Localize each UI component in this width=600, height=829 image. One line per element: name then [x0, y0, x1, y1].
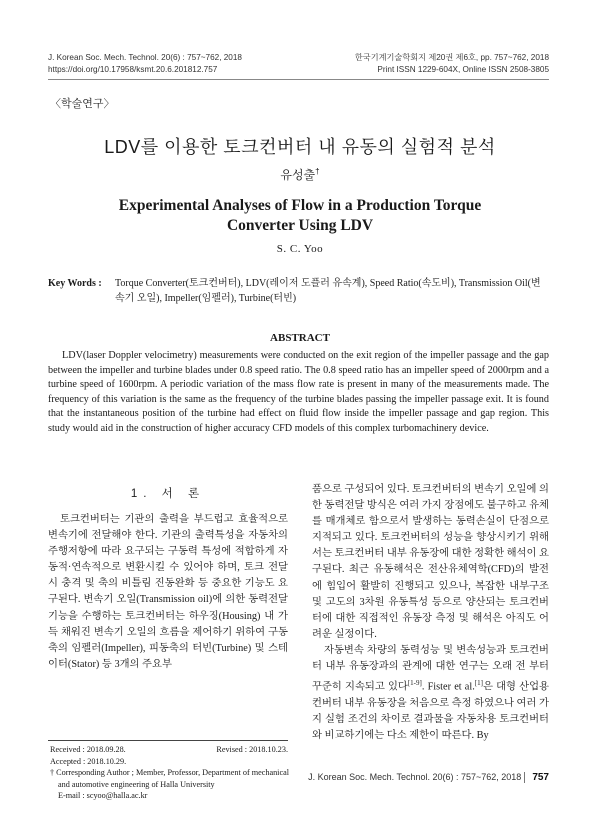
intro-p2-part-a: 자동변속 차량의 동력성능 및 변속성능과 토크컨버터 내부 유동장과의 관계에 대한 연구는 오래 전 부터 꾸준히 지속되고 있다: [312, 644, 549, 693]
author-korean-name: 유성출: [280, 168, 316, 182]
journal-citation: J. Korean Soc. Mech. Technol. 20(6) : 757~762, 2018: [48, 53, 242, 62]
accepted-date: Accepted : 2018.10.29.: [50, 756, 127, 766]
footnote-divider: [48, 740, 288, 741]
abstract-body: [48, 349, 549, 437]
intro-paragraph-1-cont: 품으로 구성되어 있다. 토크컨버터의 변속기 오일에 의한 동력전달 방식은 여러 가지 장점에도 불구하고 유체를 매개체로 함으로서 발생하는 동력손실이 단점으로 지적되고 있다. 토크컨버터의 성능을 향상시키기 위해서는 토크컨버터 내부 유동장에 대한 정확한 해석이 요구된다. 최근 유동해석은 전산유체역학(CFD)의 발전에 힘입어 활발히 진행되고 있으나, 복잡한 내부구조 및 고도의 3차원 유동특성 등으로 양산되는 토크컨버터에 대한 직접적인 유동장 측정 및 해석은 아직도 어려운 실정이다.: [312, 484, 549, 640]
intro-paragraph-2: [312, 643, 549, 744]
footer-citation: J. Korean Soc. Mech. Technol. 20(6) : 757~762, 2018: [308, 772, 522, 782]
footnote-block: [50, 744, 290, 802]
revised-date: Revised : 2018.10.23.: [216, 745, 288, 754]
intro-p2-part-b: . Fister et al.: [421, 681, 475, 693]
keywords-block: [48, 277, 549, 306]
journal-header-left: [48, 52, 242, 76]
issn-line: Print ISSN 1229-604X, Online ISSN 2508-3805: [377, 65, 549, 74]
author-english: S. C. Yoo: [276, 243, 324, 255]
footer-separator: [524, 772, 525, 783]
corresponding-author: † Corresponding Author ; Member, Professor, Department of mechanical and automotive engineering of Halla University: [50, 768, 289, 789]
section-heading: 1. 서 론: [130, 488, 206, 500]
doi-link[interactable]: https://doi.org/10.17958/ksmt.20.6.201812.757: [48, 65, 218, 74]
abstract-text: LDV(laser Doppler velocimetry) measurements were conducted on the exit region of the impeller passage and the gap between the impeller and turbine blades under 0.8 speed ratio. The 0.8 speed ratio has an impeller speed of 2000rpm and a turbine speed of 1600rpm. A periodic variation of the mass flow rate is present in many of the measurements made. The frequency of this variation is the same as the frequency of the turbine blades passing the impeller passage exit. It is found that the instantaneous position of the turbine had effect on fluid flow inside the impeller passage and gap region. This study would aid in the construction of higher accuracy CFD models of this complex turbomachinery device.: [48, 350, 549, 434]
page-footer: [308, 772, 549, 783]
citation-ref-1[interactable]: [1]: [474, 679, 483, 688]
title-korean: LDV를 이용한 토크컨버터 내 유동의 실험적 분석: [104, 137, 496, 157]
abstract-heading: ABSTRACT: [270, 332, 330, 344]
intro-paragraph-1: 토크컨버터는 기관의 출력을 부드럽고 효율적으로 변속기에 전달해야 한다. 기관의 출력특성을 자동차의 주행저항에 따라 요구되는 구동력 특성에 적합하게 자동적·연속적으로 변환시킬 수 있어야 하며, 토크 전달시 충격 및 축의 비틀림 진동완화 등 중요한 기능도 요구된다. 변속기 오일(Transmission oil)에 의한 동력전달 기능을 수행하는 토크컨버터는 하우징(Housing) 내 가득 채워진 변속기 오일의 흐름을 제어하기 위하여 구동축의 임펠러(Impeller), 피동축의 터빈(Turbine) 및 스테이터(Stator) 등 3개의 주요부: [48, 514, 288, 670]
body-column-right: [312, 482, 549, 744]
author-email[interactable]: E-mail : scyoo@halla.ac.kr: [58, 791, 148, 800]
page-number: 757: [532, 772, 549, 783]
intro-p2-part-c: 은 대형 산업용 컨버터 내부 유동장을 처음으로 측정 하였으나 여러 가지 실험 조건의 차이로 결과물을 자동차용 토크컨버터와 비교하기에는 다소 제한이 따른다. By: [312, 681, 549, 741]
keywords-label: Key Words :: [48, 278, 102, 289]
author-korean: [0, 166, 600, 183]
received-date: Received : 2018.09.28.: [50, 745, 126, 754]
corresponding-mark: †: [315, 167, 320, 176]
journal-citation-korean: 한국기계기술학회지 제20권 제6호, pp. 757~762, 2018: [354, 53, 549, 62]
article-category: 〈학술연구〉: [50, 98, 115, 110]
title-english: Experimental Analyses of Flow in a Production Torque Converter Using LDV: [118, 197, 482, 234]
citation-ref-1-9[interactable]: [1-9]: [407, 679, 422, 688]
body-column-left: [48, 486, 288, 673]
dates-row: [50, 744, 290, 756]
journal-header-right: [355, 52, 549, 76]
keywords-text: Torque Converter(토크컨버터), LDV(레이저 도플러 유속계), Speed Ratio(속도비), Transmission Oil(변속기 오일), Impeller(임펠러), Turbine(터빈): [115, 278, 541, 304]
header-divider: [48, 79, 549, 80]
